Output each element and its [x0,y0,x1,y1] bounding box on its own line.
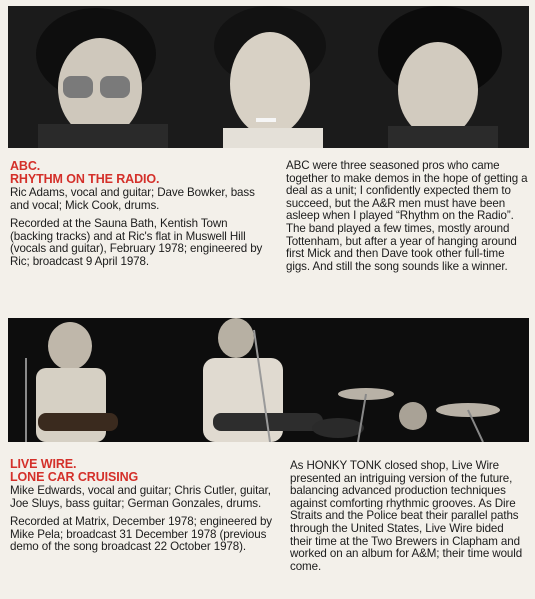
livewire-story-column [290,460,528,579]
abc-photo-illustration [8,6,529,148]
abc-lineup: Ric Adams, vocal and guitar; Dave Bowker, bass and vocal; Mick Cook, drums. [10,186,255,212]
abc-story-column [286,160,528,279]
livewire-photo-illustration [8,318,529,442]
livewire-band-photo [8,318,529,442]
abc-song-title: RHYTHM ON THE RADIO. [10,171,160,186]
livewire-song-title: LONE CAR CRUISING [10,469,139,484]
abc-recording-details: Recorded at the Sauna Bath, Kentish Town (backing tracks) and at Ric's flat in Muswell Hill (vocals and guitar), February 1978; engineered by Ric; broadcast 9 April 1978. [10,217,263,268]
livewire-credits-column [10,458,272,560]
livewire-recording-details: Recorded at Matrix, December 1978; engineered by Mike Pela; broadcast 31 December 1978 (previous demo of the song broadcast 22 October 1978). [10,515,273,554]
abc-story: ABC were three seasoned pros who came together to make demos in the hope of getting a deal as a unit; I confidently expected them to succeed, but the A&R men must have been asleep when I played “Rhythm on the Radio”. The band played a few times, mostly around Tottenham, but after a year of hanging around first Mick and then Dave took other full-time gigs. And still the song sounds like a winner. [286,159,528,273]
abc-band-name: ABC. [10,159,41,173]
livewire-band-name: LIVE WIRE. [10,457,77,471]
abc-band-photo [8,6,529,148]
livewire-lineup: Mike Edwards, vocal and guitar; Chris Cutler, guitar, Joe Sluys, bass guitar; German Gonzales, drums. [10,484,271,510]
abc-credits-column [10,160,272,275]
livewire-story: As HONKY TONK closed shop, Live Wire presented an intriguing version of the future, balancing advanced production techniques against comforting rhythmic grooves. As Dire Straits and the Police beat their parallel paths through the United States, Live Wire bided their time at the Two Brewers in Clapham and worked on an album for A&M; their time would come. [290,459,523,573]
